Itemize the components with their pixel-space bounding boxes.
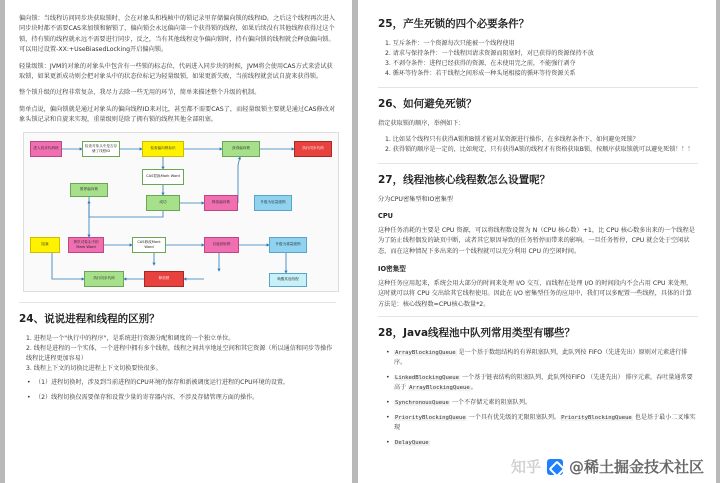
section-24-list [26, 334, 336, 374]
code-priority-blocking-queue: PriorityBlockingQueue [395, 415, 466, 422]
divider [378, 163, 698, 164]
divider [378, 316, 698, 317]
list-item: 1. 进程是一个"执行中的程序"，是系统进行资源分配和调度的一个独立单位。 [26, 334, 235, 342]
node-block: 阻塞 [30, 237, 60, 253]
code-synchronous-queue: SynchronousQueue [395, 400, 449, 407]
section-24-bullets [27, 378, 336, 403]
list-item-text: 一个基于链表结构的阻塞队列，此队列按FIFO （先进先出） 排序元素，吞吐量通常要高于 [394, 374, 693, 392]
node-upgrade-heavyweight: 升级为重量级锁 [269, 237, 307, 253]
lock-upgrade-flow-diagram [23, 132, 339, 292]
left-page [5, 0, 352, 483]
list-item-text: 一个不存储元素的阻塞队列。 [449, 399, 532, 407]
upgrade-intro-paragraph: 整个锁升级的过程非常复杂，我尽力去除一些无用的环节，简单来描述整个升级的机制。 [19, 89, 261, 97]
right-page [358, 0, 716, 483]
code-delay-queue: DelayQueue [395, 440, 429, 447]
list-item-text: 。 [470, 384, 477, 392]
node-execute-sync-code-2: 执行同步代码 [84, 271, 124, 287]
list-item [386, 348, 698, 368]
node-release-biased-lock: 释放偏向锁 [204, 195, 238, 211]
cpu-paragraph: 这种任务消耗的主要是 CPU 资源，可以将线程数设置为 N（CPU 核心数）+1，比 CPU 核心数多出来的一个线程是为了防止线程偶发的缺页中断，或者其它原因导致的任务暂停而带来的影响。一旦任务暂停，CPU 就会处于空闲状态，而在这种情况下多出来的一个线程就可以充分利用 CPU 的空闲时间。 [378, 226, 695, 255]
list-item-text: 一个具有优先级的无限阻塞队列。 [466, 414, 561, 422]
cpu-heading: CPU [378, 211, 394, 220]
section-25-list [385, 39, 698, 79]
summary-paragraph: 简单点说，偏向锁就是通过对象头的偏向线程ID来对比，甚至都不需要CAS了，而轻量级锁主要就是通过CAS修改对象头锁记录和自旋来实现，重量级则是除了拥有锁的线程其他全部阻塞。 [19, 105, 336, 124]
node-check-thread-id: 检查对象头中是否存储了线程ID [82, 141, 120, 157]
node-cas-replace-mark-word: CAS替换Mark Word [142, 169, 184, 185]
node-execute-sync-code: 执行同步代码 [294, 141, 332, 157]
list-item: 2. 线程是进程的一个实体，一个进程中拥有多个线程，线程之间共享地址空间和其它资源（所以通信和同步等操作线程比进程更加容易） [26, 344, 333, 362]
section-26-title: 26、如何避免死锁？ [378, 98, 477, 110]
code-linked-blocking-queue: LinkedBlockingQueue [395, 375, 459, 382]
list-item [386, 438, 698, 448]
list-item: 1. 互斥条件：一个资源每次只能被一个线程使用 [385, 40, 515, 47]
node-wake-threads: 唤醒其他线程 [269, 273, 307, 287]
list-item [386, 413, 698, 433]
code-priority-blocking-queue: PriorityBlockingQueue [561, 415, 632, 422]
list-item: 2. 请求与保持条件：一个线程因请求资源而阻塞时，对已获得的资源保持不放 [385, 50, 594, 57]
node-get-biased-lock: 获得偏向锁 [222, 141, 260, 157]
list-item: 3. 不剥夺条件：进程已经获得的资源，在未使用完之前，不能强行剥夺 [385, 60, 576, 67]
section-25-title: 25，产生死锁的四个必要条件？ [378, 18, 530, 30]
node-success: 成功 [146, 195, 180, 211]
section-26-intro: 指定获取锁的顺序，举例如下： [378, 120, 465, 127]
list-item: 3. 线程上下文的切换比进程上下文切换要快很多。 [26, 364, 162, 372]
section-28-title: 28，Java线程池中队列常用类型有哪些？ [378, 327, 576, 340]
juejin-logo-icon [547, 459, 563, 475]
list-item: 4. 循环等待条件：若干线程之间形成一种头尾相接的循环等待资源关系 [385, 70, 576, 77]
io-heading: IO密集型 [378, 265, 406, 274]
section-27-title: 27，线程池核心线程数怎么设置呢？ [378, 174, 551, 187]
list-item [386, 373, 698, 393]
watermark [511, 456, 704, 477]
section-27-intro: 分为CPU密集型和IO密集型 [378, 196, 453, 204]
node-enter-sync-block: 进入同步代码块 [30, 141, 62, 157]
section-26-list [385, 135, 698, 155]
node-check-biased-flag: 检查偏向锁标识 [142, 141, 184, 157]
code-array-blocking-queue: ArrayBlockingQueue [395, 350, 456, 357]
divider [378, 87, 698, 88]
section-24-title: 24、说说进程和线程的区别？ [19, 312, 160, 325]
node-pause-biased-lock: 暂停偏向锁 [70, 183, 108, 197]
list-item-text: 也是基于最小二叉堆实现 [394, 414, 696, 432]
code-array-blocking-queue: ArrayBlockingQueue [409, 385, 470, 392]
node-upgrade-lightweight: 升级为轻量级锁 [254, 195, 292, 211]
list-item: • （2）线程切换仅需要保存和设置少量的寄存器内容，不涉及存储管理方面的操作。 [27, 393, 336, 403]
list-item: 1. 比如某个线程只有获得A锁和B锁才能对某资源进行操作，在多线程条件下，如何避免死锁？ [385, 136, 639, 144]
node-release-lock: 释放锁 [144, 271, 184, 287]
lightweight-lock-paragraph: 轻量级锁：JVM的对象的对象头中包含有一些锁的标志位，代码进入同步块的时候，JVM将会使用CAS方式来尝试获取锁，如果更新成功则会把对象头中的状态位标记为轻量级锁，如果更新失败，当前线程就尝试自旋来获得锁。 [19, 62, 333, 81]
list-item: • （1）进程切换时，涉及到当前进程的CPU环境的保存和新被调度运行进程的CPU环境的设置。 [27, 378, 336, 388]
io-paragraph: 这种任务应用起来，系统会用大部分的时间来处理 I/O 交互，而线程在处理 I/O 的时间段内不会占用 CPU 来处理，这时就可以将 CPU 交出给其它线程使用。因此在 I/O 密集型任务的应用中，我们可以多配置一些线程，具体的计算方法是：核心线程数=CPU核心数量*2。 [378, 280, 693, 308]
zhihu-watermark: 知乎 [510, 458, 541, 476]
node-cas-modify-mark-word: CAS修改Mark Word [132, 237, 166, 253]
divider [19, 302, 336, 303]
diagram-connectors [24, 133, 340, 293]
node-spin-acquire: 自旋获取锁 [204, 237, 239, 253]
biased-lock-paragraph: 偏向锁：当线程访问同步块获取锁时，会在对象头和栈帧中的锁记录里存储偏向锁的线程ID，之后这个线程再次进入同步块时都不需要CAS来加锁和解锁了，偏向锁会永远偏向第一个获得锁的线程，如果后续没有其他线程获得过这个锁，持有锁的线程就永远不需要进行同步，反之，当有其他线程竞争偏向锁时，持有偏向锁的线程就会释放偏向锁。可以用过设置-XX:+UseBiasedLocking开启偏向锁。 [19, 15, 335, 54]
list-item: 2. 获得锁的顺序是一定的，比如规定，只有获得A锁的线程才有资格获取B锁，按顺序获取锁就可以避免死锁！！！ [385, 146, 694, 154]
queue-types-list [386, 348, 698, 448]
node-copy-mark-word: 拷贝对象头中的Mark Word [68, 237, 104, 253]
list-item [386, 398, 698, 408]
juejin-watermark: @稀土掘金技术社区 [568, 458, 704, 476]
list-item-text: 是一个基于数组结构的有界阻塞队列，此队列按 FIFO（先进先出）原则对元素进行排序。 [394, 349, 688, 367]
